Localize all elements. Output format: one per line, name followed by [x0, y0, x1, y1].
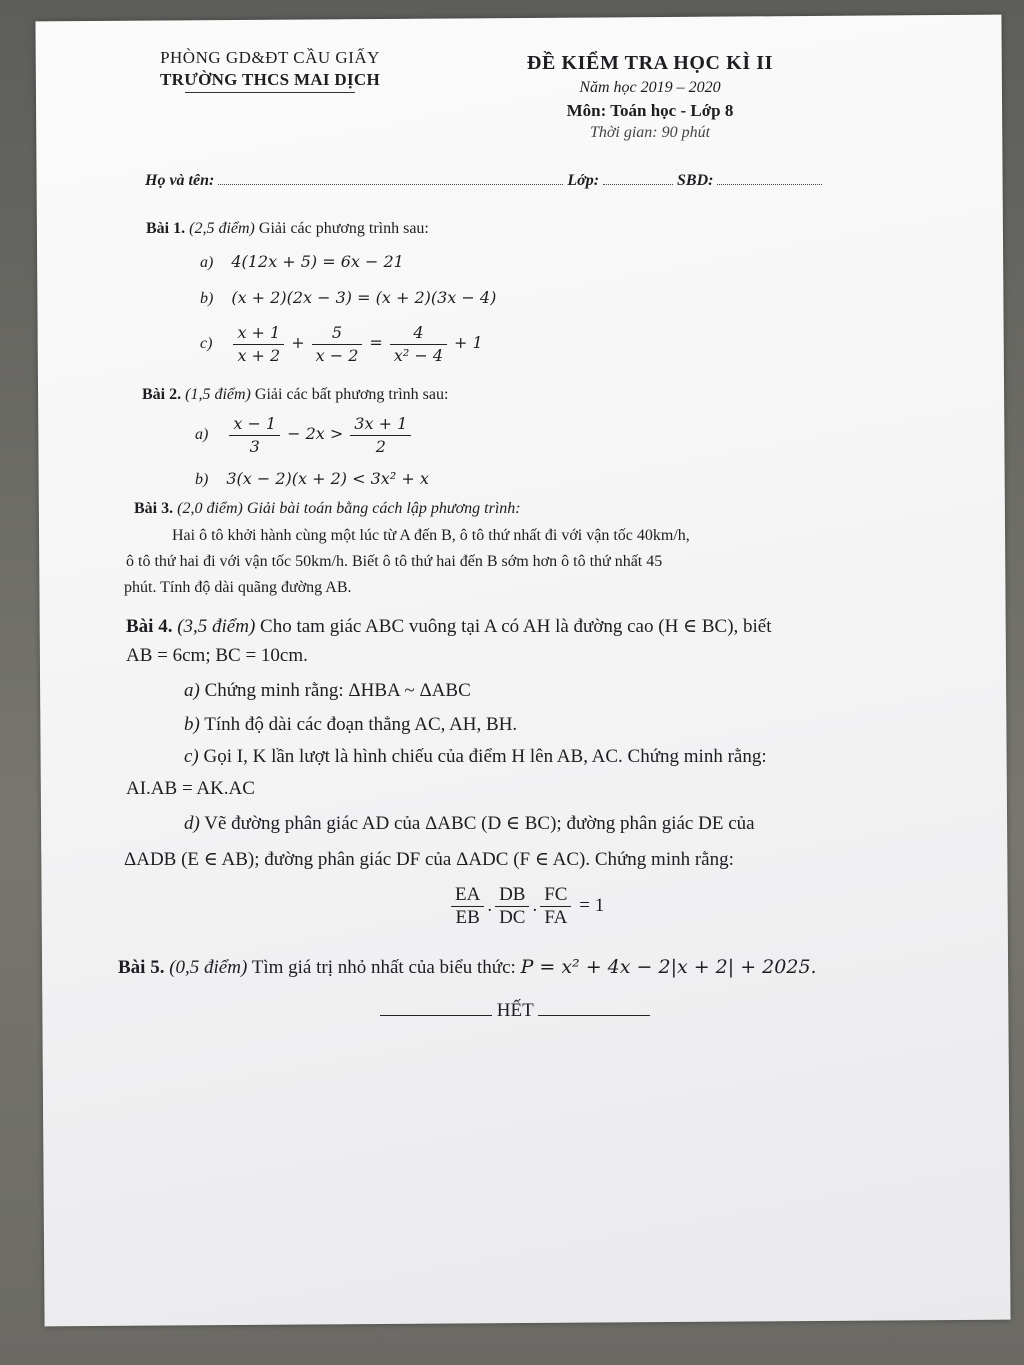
bai2-text: Giải các bất phương trình sau:: [254, 386, 449, 403]
class-label: Lớp:: [567, 172, 600, 189]
bai4-d-text-2: ΔADB (E ∈ AB); đường phân giác DF của ΔADC (F ∈ AC). Chứng minh rằng:: [124, 849, 734, 870]
bai5-points: (0,5 điểm): [169, 957, 248, 978]
bai2-a-middle: − 2x >: [287, 424, 344, 444]
bai4-heading: [126, 615, 772, 638]
fraction-db-dc: $\frac{DB}{DC}$: [495, 884, 529, 929]
bai4-c-text-2: AI.AB = AK.AC: [126, 778, 255, 799]
bai4-c-label: c): [184, 746, 199, 767]
department-name: PHÒNG GD&ĐT CẦU GIẤY: [160, 48, 380, 67]
header-left: [120, 48, 420, 93]
bai4-d: [184, 812, 755, 835]
bai1-c-label: c): [200, 335, 213, 353]
class-field[interactable]: [603, 170, 673, 185]
bai4-a-label: a): [184, 680, 200, 701]
bai5: [118, 956, 817, 979]
end-text: HẾT: [496, 1000, 534, 1021]
end-line-left: [380, 1001, 492, 1016]
fraction-ea-eb: $\frac{EA}{EB}$: [451, 884, 484, 929]
bai1-c-op-3: + 1: [454, 333, 483, 353]
bai1-b-label: b): [200, 290, 214, 307]
bai2-b-inequality: 3(x − 2)(x + 2) < 3x² + x: [226, 469, 429, 488]
bai2-title: Bài 2.: [142, 386, 182, 403]
bai1-title: Bài 1.: [146, 220, 186, 237]
bai2-a-fraction-2: $\frac{3x + 1}{2}$: [350, 413, 411, 458]
bai3-text: Giải bài toán bằng cách lập phương trình:: [246, 500, 521, 517]
bai1-a-equation: 4(12x + 5) = 6x − 21: [231, 252, 404, 271]
equation-result: = 1: [579, 894, 605, 916]
bai3-title: Bài 3.: [134, 500, 174, 517]
bai1-text: Giải các phương trình sau:: [258, 220, 429, 237]
bai4-c-text: Gọi I, K lần lượt là hình chiếu của điểm H lên AB, AC. Chứng minh rằng:: [203, 746, 767, 767]
bai1-b-equation: (x + 2)(2x − 3) = (x + 2)(3x − 4): [231, 288, 497, 307]
bai3-line-3: phút. Tính độ dài quãng đường AB.: [124, 579, 352, 596]
school-year: Năm học 2019 – 2020: [579, 79, 721, 96]
bai4-d-label: d): [184, 813, 200, 834]
bai2-b-label: b): [195, 471, 209, 488]
exam-title: ĐỀ KIỂM TRA HỌC KÌ II: [526, 52, 774, 74]
bai2-a: [195, 413, 414, 458]
bai4-b: [184, 714, 517, 736]
bai1-a-label: a): [200, 254, 214, 271]
school-name: TRƯỜNG THCS MAI DỊCH: [160, 70, 380, 89]
bai3-heading: [134, 500, 521, 518]
school-underline: [185, 92, 355, 93]
name-field[interactable]: [218, 170, 563, 185]
bai1-c: [200, 322, 483, 367]
bai4-a-text: Chứng minh rằng: ΔHBA ~ ΔABC: [204, 680, 471, 701]
bai1-c-op-1: +: [291, 333, 305, 353]
fraction-fc-fa: $\frac{FC}{FA}$: [540, 884, 571, 929]
bai4-a: [184, 680, 471, 702]
subject: Môn: Toán học - Lớp 8: [566, 101, 734, 120]
bai5-title: Bài 5.: [118, 957, 165, 978]
bai1-c-fraction-2: $\frac{5}{x - 2}$: [312, 322, 363, 367]
sbd-label: SBD:: [677, 172, 714, 189]
bai5-text: Tìm giá trị nhỏ nhất của biểu thức:: [251, 957, 516, 978]
bai4-d-equation: $\frac{EA}{EB}$ . $\frac{DB}{DC}$ . $\frac{FC}{FA}$ = 1: [448, 884, 604, 929]
bai4-c: [184, 746, 767, 768]
duration: Thời gian: 90 phút: [589, 124, 711, 141]
bai1-b: [200, 288, 496, 308]
bai4-points: (3,5 điểm): [177, 616, 256, 637]
bai4-text-1: Cho tam giác ABC vuông tại A có AH là đường cao (H ∈ BC), biết: [260, 616, 772, 637]
bai1-c-fraction-1: $\frac{x + 1}{x + 2}$: [233, 322, 284, 367]
bai1-a: [200, 252, 404, 272]
end-marker: [380, 1000, 680, 1022]
bai2-points: (1,5 điểm): [185, 386, 251, 403]
bai1-c-op-2: =: [369, 333, 383, 353]
bai4-text-2: AB = 6cm; BC = 10cm.: [126, 645, 308, 666]
header-right: [480, 52, 820, 142]
bai1-heading: [146, 220, 429, 238]
name-label: Họ và tên:: [145, 172, 215, 189]
bai1-points: (2,5 điểm): [189, 220, 255, 237]
bai1-c-fraction-3: $\frac{4}{\text{x² − 4}}$: [390, 322, 447, 367]
bai2-a-label: a): [195, 426, 209, 444]
bai3-line-2: ô tô thứ hai đi với vận tốc 50km/h. Biết ô tô thứ hai đến B sớm hơn ô tô thứ nhất 45: [126, 553, 663, 570]
bai5-expression: P = x² + 4x − 2|x + 2| + 2025.: [520, 956, 817, 978]
bai4-b-label: b): [184, 714, 200, 735]
bai3-points: (2,0 điểm): [177, 500, 243, 517]
bai2-b: [195, 469, 429, 489]
bai2-a-fraction-1: $\frac{x - 1}{3}$: [229, 413, 280, 458]
exam-paper: [35, 15, 1010, 1327]
bai4-title: Bài 4.: [126, 616, 173, 637]
sbd-field[interactable]: [717, 170, 822, 185]
bai4-b-text: Tính độ dài các đoạn thẳng AC, AH, BH.: [204, 714, 518, 735]
student-info-line: [145, 170, 870, 196]
bai3-line-1: Hai ô tô khởi hành cùng một lúc từ A đến B, ô tô thứ nhất đi với vận tốc 40km/h,: [172, 527, 690, 544]
end-line-right: [538, 1001, 650, 1016]
bai4-d-text: Vẽ đường phân giác AD của ΔABC (D ∈ BC); đường phân giác DE của: [204, 813, 755, 834]
bai2-heading: [142, 386, 448, 404]
